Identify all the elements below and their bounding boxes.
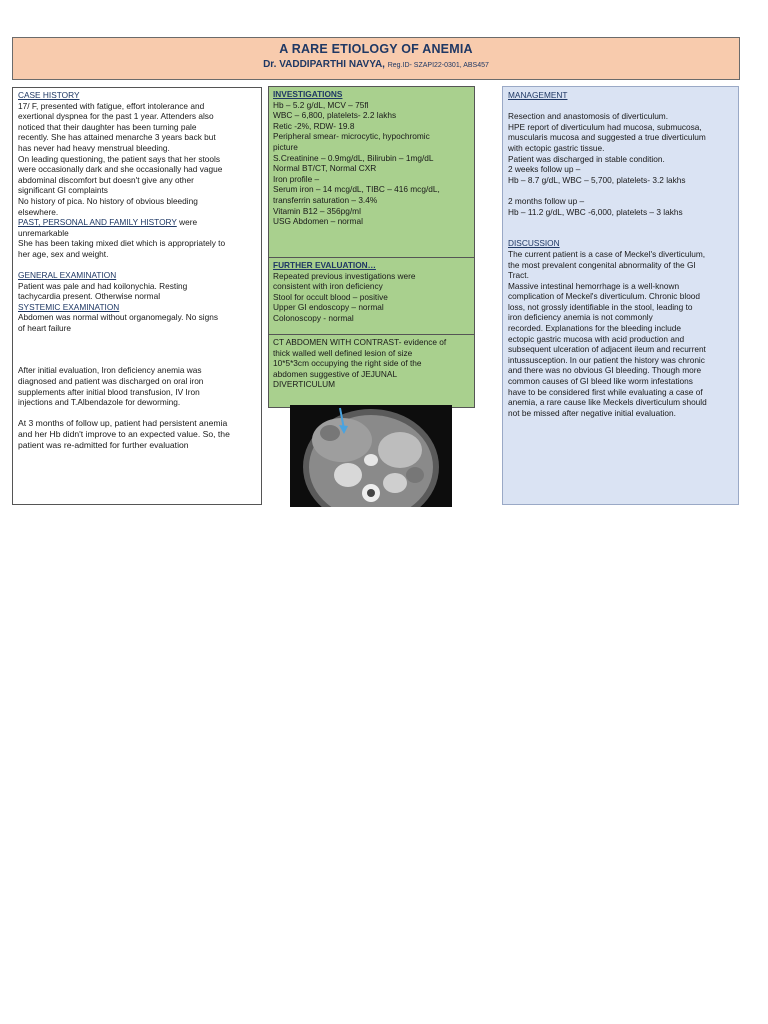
text-line: and her Hb didn't improve to an expected value. So, the bbox=[18, 429, 230, 439]
text-line: the most prevalent congenital abnormality of the GI bbox=[508, 259, 696, 270]
text-line: After initial evaluation, Iron deficiency anemia was bbox=[18, 365, 202, 376]
text-line: Tract. bbox=[508, 270, 529, 281]
ct-abdomen-box bbox=[269, 335, 474, 407]
text-line: picture bbox=[273, 141, 298, 152]
text-line: S.Creatinine – 0.9mg/dL, Bilirubin – 1mg/dL bbox=[273, 152, 434, 163]
general-exam-text bbox=[18, 281, 256, 302]
text-line: were occasionally dark and she occasionally had vague bbox=[18, 164, 223, 175]
text-line: patient was re-admitted for further evaluation bbox=[18, 439, 189, 450]
text-line: Resection and anastomosis of diverticulum. bbox=[508, 111, 669, 122]
text-line: subsequent ulceration of adjacent ileum and recurrent bbox=[508, 344, 706, 355]
text-line: Repeated previous investigations were bbox=[273, 270, 416, 281]
text-line: significant GI complaints bbox=[18, 185, 108, 196]
text-line: 2 months follow up – bbox=[508, 195, 585, 206]
text-line: ectopic gastric mucosa with acid production and bbox=[508, 333, 685, 344]
text-line: DIVERTICULUM bbox=[273, 379, 336, 390]
investigations-box bbox=[269, 87, 474, 258]
text-line: diagnosed and patient was discharged on oral iron bbox=[18, 376, 204, 387]
text-line: Colonoscopy - normal bbox=[273, 312, 354, 323]
text-line: At 3 months of follow up, patient had persistent anemia bbox=[18, 418, 228, 429]
text-line: USG Abdomen – normal bbox=[273, 216, 363, 227]
general-exam-heading: GENERAL EXAMINATION bbox=[18, 270, 117, 281]
text-line: The current patient is a case of Meckel's diverticulum, bbox=[508, 248, 706, 259]
further-evaluation-heading: FURTHER EVALUATION… bbox=[273, 260, 376, 270]
further-evaluation-text bbox=[273, 271, 470, 324]
after-evaluation-text bbox=[18, 365, 256, 407]
text-line: iron deficiency anemia is not commonly bbox=[508, 312, 653, 323]
text-line: supplements after initial blood transfusion, IV Iron bbox=[18, 386, 200, 397]
text-line: HPE report of diverticulum had mucosa, submucosa, bbox=[508, 121, 702, 132]
text-line: her age, sex and weight. bbox=[18, 248, 109, 259]
discussion-text bbox=[508, 249, 733, 419]
further-evaluation-box bbox=[269, 258, 474, 335]
ct-scan-image bbox=[290, 405, 452, 507]
text-line: Hb – 5.2 g/dL, MCV – 75fl bbox=[273, 99, 369, 110]
text-line: 10*5*3cm occupying the right side of the bbox=[273, 358, 422, 369]
followup-text bbox=[18, 418, 256, 450]
text-line: Patient was discharged in stable condition. bbox=[508, 153, 665, 164]
text-line: Retic -2%, RDW- 19.8 bbox=[273, 120, 355, 131]
text-line: elsewhere. bbox=[18, 206, 59, 217]
past-history-heading: PAST, PERSONAL AND FAMILY HISTORY bbox=[18, 217, 177, 228]
investigations-heading: INVESTIGATIONS bbox=[273, 89, 343, 99]
text-line: with ectopic gastric tissue. bbox=[508, 142, 605, 153]
text-line: transferrin saturation – 3.4% bbox=[273, 194, 378, 205]
text-line: Vitamin B12 – 356pg/ml bbox=[273, 205, 361, 216]
text-line: has never had heavy menstrual bleeding. bbox=[18, 142, 170, 153]
text-line: CT ABDOMEN WITH CONTRAST- evidence of bbox=[273, 337, 447, 347]
text-line: abdomen suggestive of JEJUNAL bbox=[273, 368, 398, 379]
text-line: recorded. Explanations for the bleeding include bbox=[508, 323, 681, 334]
systemic-exam-text bbox=[18, 312, 256, 333]
management-heading: MANAGEMENT bbox=[508, 90, 568, 100]
text-line: complication of Meckel's diverticulum. Chronic blood bbox=[508, 291, 701, 302]
poster-header bbox=[12, 37, 740, 80]
ct-scan-graphic bbox=[290, 405, 452, 507]
text-line: 2 weeks follow up – bbox=[508, 164, 581, 175]
text-line: consistent with iron deficiency bbox=[273, 281, 383, 292]
text-line: On leading questioning, the patient says that her stools bbox=[18, 153, 221, 164]
past-history-line bbox=[18, 217, 256, 228]
case-history-column bbox=[12, 87, 262, 505]
text-line: No history of pica. No history of obvious bleeding bbox=[18, 195, 198, 206]
text-line: Upper GI endoscopy – normal bbox=[273, 302, 384, 313]
discussion-heading: DISCUSSION bbox=[508, 238, 560, 249]
text-line: Serum iron – 14 mcg/dL, TIBC – 416 mcg/dL, bbox=[273, 184, 440, 195]
poster-author bbox=[13, 59, 739, 70]
case-history-text bbox=[18, 101, 256, 218]
text-line: Stool for occult blood – positive bbox=[273, 291, 388, 302]
management-text bbox=[508, 111, 733, 185]
text-line: WBC – 6,800, platelets- 2.2 lakhs bbox=[273, 110, 397, 121]
poster-title: A RARE ETIOLOGY OF ANEMIA bbox=[279, 42, 473, 56]
text-line: Patient was pale and had koilonychia. Resting bbox=[18, 280, 188, 291]
text-line: anemia, a rare cause like Meckels diverticulum should bbox=[508, 397, 707, 408]
text-line: noticed that their daughter has been turning pale bbox=[18, 121, 197, 132]
author-name: Dr. VADDIPARTHI NAVYA, bbox=[263, 59, 385, 70]
text-line: Peripheral smear- microcytic, hypochromic bbox=[273, 131, 430, 142]
text-line: abdominal discomfort but doesn't give any other bbox=[18, 174, 194, 185]
text-line: have to be considered first while evaluating a case of bbox=[508, 386, 703, 397]
text-line: She has been taking mixed diet which is appropriately to bbox=[18, 238, 226, 249]
text-line: intussusception. In our patient the history was chronic bbox=[508, 354, 705, 365]
text-line: recently. She has attained menarche 3 years back but bbox=[18, 132, 216, 143]
text-line: loss, not grossly identifiable in the stool, leading to bbox=[508, 301, 693, 312]
text-line: Massive intestinal hemorrhage is a well-known bbox=[508, 280, 680, 291]
case-history-heading: CASE HISTORY bbox=[18, 90, 80, 100]
text-line: muscularis mucosa and suggested a true diverticulum bbox=[508, 132, 706, 143]
past-history-suffix: were bbox=[176, 217, 198, 228]
text-line: unremarkable bbox=[18, 227, 69, 238]
text-line: and there was no obvious GI bleeding. Though more bbox=[508, 365, 702, 376]
management-discussion-column bbox=[502, 86, 739, 505]
text-line: tachycardia present. Otherwise normal bbox=[18, 291, 161, 302]
followup2-text bbox=[508, 196, 733, 217]
ct-abdomen-text bbox=[273, 337, 470, 390]
text-line: common causes of GI bleed like worm infestations bbox=[508, 376, 693, 387]
investigations-text bbox=[273, 100, 470, 227]
text-line: injections and T.Albendazole for deworming. bbox=[18, 397, 181, 408]
author-reg-id: Reg.ID- SZAPI22-0301, ABS457 bbox=[387, 62, 489, 69]
text-line: of heart failure bbox=[18, 323, 72, 334]
text-line: Iron profile – bbox=[273, 173, 320, 184]
systemic-exam-heading: SYSTEMIC EXAMINATION bbox=[18, 301, 120, 312]
past-history-text bbox=[18, 228, 256, 260]
text-line: exertional dyspnea for the past 1 year. Attenders also bbox=[18, 111, 214, 122]
text-line: not be missed after negative initial evaluation. bbox=[508, 407, 676, 418]
text-line: thick walled well defined lesion of size bbox=[273, 347, 413, 358]
text-line: Hb – 11.2 g/dL, WBC -6,000, platelets – 3 lakhs bbox=[508, 206, 683, 217]
text-line: Hb – 8.7 g/dL, WBC – 5,700, platelets- 3.2 lakhs bbox=[508, 174, 686, 185]
text-line: 17/ F, presented with fatigue, effort intolerance and bbox=[18, 100, 205, 111]
text-line: Normal BT/CT, Normal CXR bbox=[273, 163, 377, 174]
investigations-column bbox=[268, 86, 475, 408]
text-line: Abdomen was normal without organomegaly. No signs bbox=[18, 312, 218, 323]
